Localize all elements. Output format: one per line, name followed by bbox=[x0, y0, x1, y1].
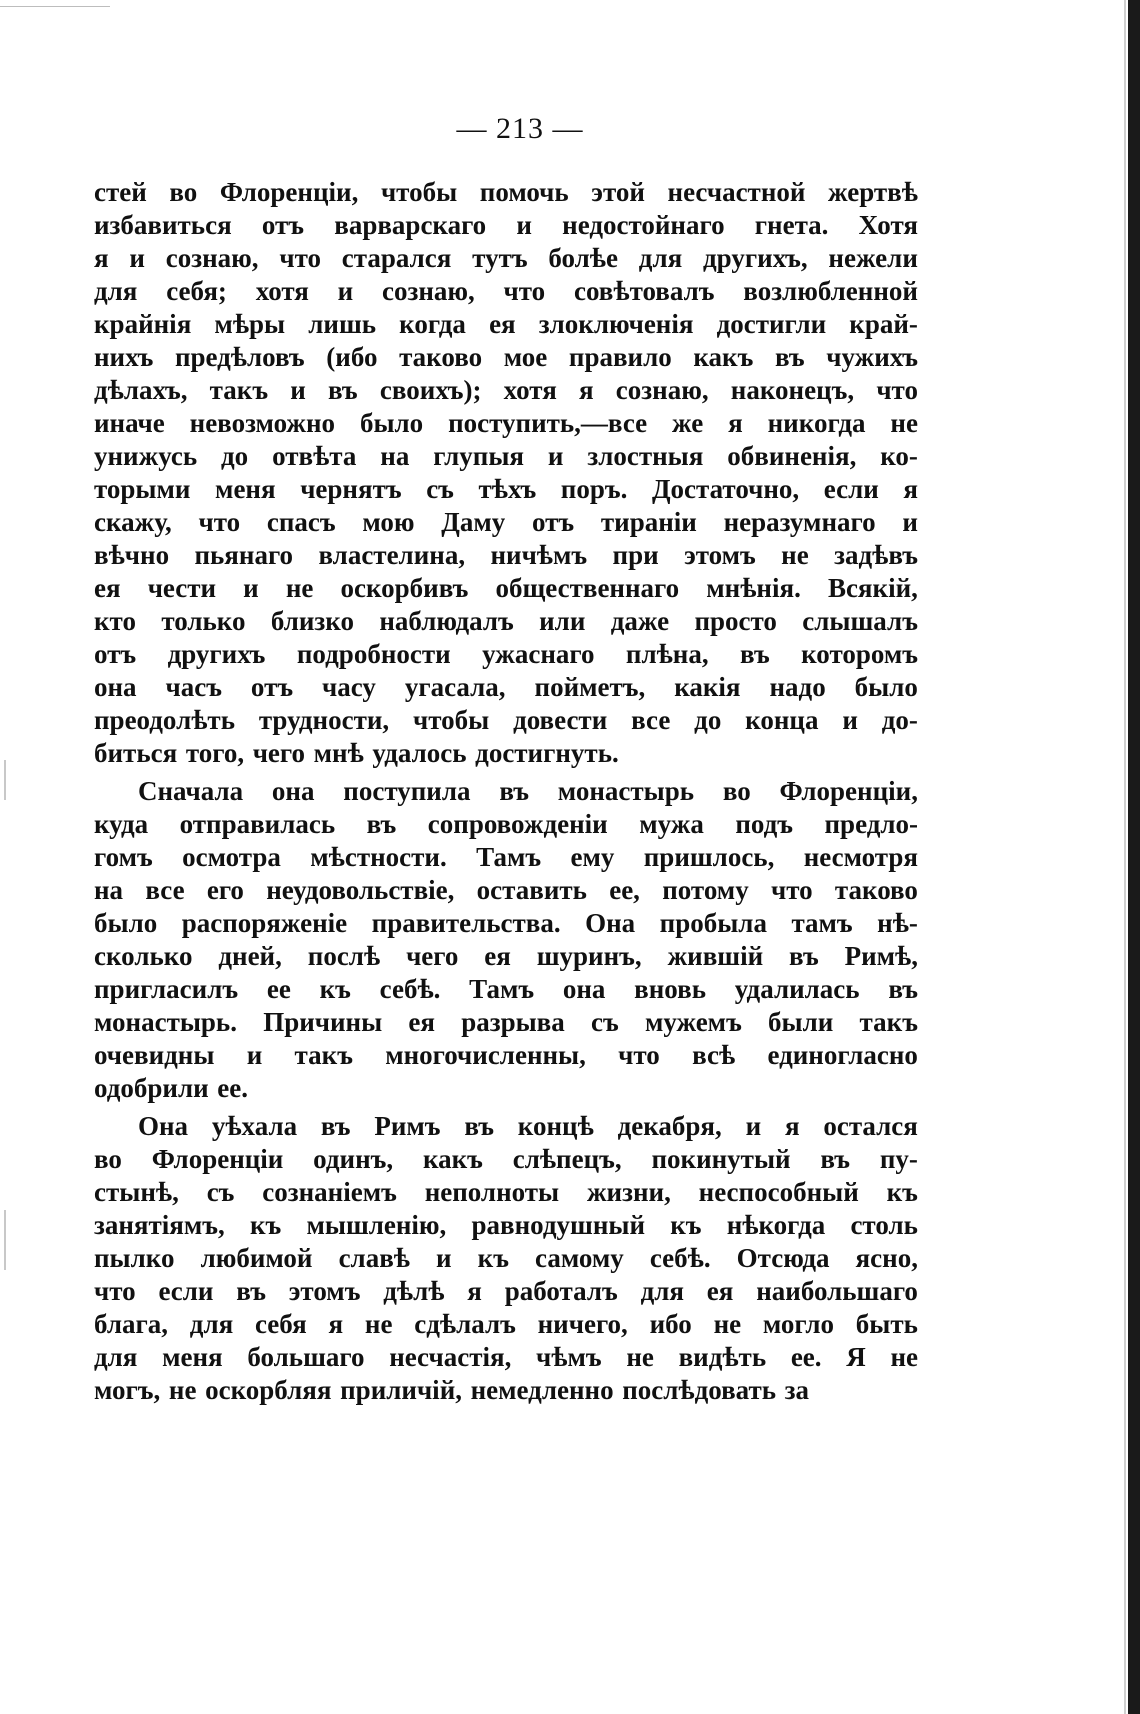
scan-page-edge bbox=[1128, 0, 1140, 1714]
text-line: крайнія мѣры лишь когда ея злоключенія достигли край- bbox=[94, 309, 918, 339]
scan-artifact bbox=[4, 760, 6, 800]
text-line: скажу, что спасъ мою Даму отъ тираніи неразумнаго и bbox=[94, 507, 918, 537]
text-line: торыми меня чернятъ съ тѣхъ поръ. Достаточно, если я bbox=[94, 474, 918, 504]
text-line: очевидны и такъ многочисленны, что всѣ единогласно bbox=[94, 1040, 918, 1070]
text-line: гомъ осмотра мѣстности. Тамъ ему пришлось, несмотря bbox=[94, 842, 918, 872]
text-line: было распоряженіе правительства. Она пробыла тамъ нѣ- bbox=[94, 908, 918, 938]
text-line: избавиться отъ варварскаго и недостойнаго гнета. Хотя bbox=[94, 210, 918, 240]
scan-artifact bbox=[4, 1210, 6, 1270]
text-line: пылко любимой славѣ и къ самому себѣ. Отсюда ясно, bbox=[94, 1243, 918, 1273]
body-text bbox=[94, 176, 918, 1407]
text-line: что если въ этомъ дѣлѣ я работалъ для ея наибольшаго bbox=[94, 1276, 918, 1306]
text-line: дѣлахъ, такъ и въ своихъ); хотя я сознаю, наконецъ, что bbox=[94, 375, 918, 405]
text-line: куда отправилась въ сопровожденіи мужа подъ предло- bbox=[94, 809, 918, 839]
text-line: могъ, не оскорбляя приличій, немедленно послѣдовать за bbox=[94, 1375, 810, 1405]
text-line: занятіямъ, къ мышленію, равнодушный къ нѣкогда столь bbox=[94, 1210, 918, 1240]
text-line: одобрили ее. bbox=[94, 1073, 249, 1103]
text-line: во Флоренціи одинъ, какъ слѣпецъ, покинутый въ пу- bbox=[94, 1144, 918, 1174]
text-line: вѣчно пьянаго властелина, ничѣмъ при этомъ не задѣвъ bbox=[94, 540, 918, 570]
text-line: преодолѣть трудности, чтобы довести все до конца и до- bbox=[94, 705, 918, 735]
text-line: для себя; хотя и сознаю, что совѣтовалъ возлюбленной bbox=[94, 276, 918, 306]
text-line: Сначала она поступила въ монастырь во Флоренціи, bbox=[138, 776, 918, 806]
text-line: для меня большаго несчастія, чѣмъ не видѣть ее. Я не bbox=[94, 1342, 918, 1372]
text-line: на все его неудовольствіе, оставить ее, потому что таково bbox=[94, 875, 918, 905]
page-number: — 213 — bbox=[456, 112, 584, 145]
text-line: нихъ предѣловъ (ибо таково мое правило какъ въ чужихъ bbox=[94, 342, 918, 372]
text-line: я и сознаю, что старался тутъ болѣе для другихъ, нежели bbox=[94, 243, 918, 273]
text-line: монастырь. Причины ея разрыва съ мужемъ были такъ bbox=[94, 1007, 918, 1037]
scan-edge-line bbox=[0, 6, 110, 7]
text-line: иначе невозможно было поступить,—все же я никогда не bbox=[94, 408, 918, 438]
paragraph bbox=[94, 775, 918, 1105]
text-line: кто только близко наблюдалъ или даже просто слышалъ bbox=[94, 606, 918, 636]
text-line: сколько дней, послѣ чего ея шуринъ, жившій въ Римѣ, bbox=[94, 941, 918, 971]
paragraph bbox=[94, 1110, 918, 1407]
text-line: пригласилъ ее къ себѣ. Тамъ она вновь удалилась въ bbox=[94, 974, 918, 1004]
text-line: ея чести и не оскорбивъ общественнаго мнѣнія. Всякій, bbox=[94, 573, 918, 603]
text-line: стынѣ, съ сознаніемъ неполноты жизни, неспособный къ bbox=[94, 1177, 918, 1207]
text-line: отъ другихъ подробности ужаснаго плѣна, въ которомъ bbox=[94, 639, 918, 669]
text-line: биться того, чего мнѣ удалось достигнуть. bbox=[94, 738, 619, 768]
paragraph bbox=[94, 176, 918, 770]
text-line: она часъ отъ часу угасала, пойметъ, какія надо было bbox=[94, 672, 918, 702]
text-line: стей во Флоренціи, чтобы помочь этой несчастной жертвѣ bbox=[94, 177, 918, 207]
text-line: блага, для себя я не сдѣлалъ ничего, ибо не могло быть bbox=[94, 1309, 918, 1339]
text-line: унижусь до отвѣта на глупыя и злостныя обвиненія, ко- bbox=[94, 441, 918, 471]
text-line: Она уѣхала въ Римъ въ концѣ декабря, и я остался bbox=[138, 1111, 918, 1141]
scan-binding-shadow bbox=[1124, 0, 1126, 1714]
